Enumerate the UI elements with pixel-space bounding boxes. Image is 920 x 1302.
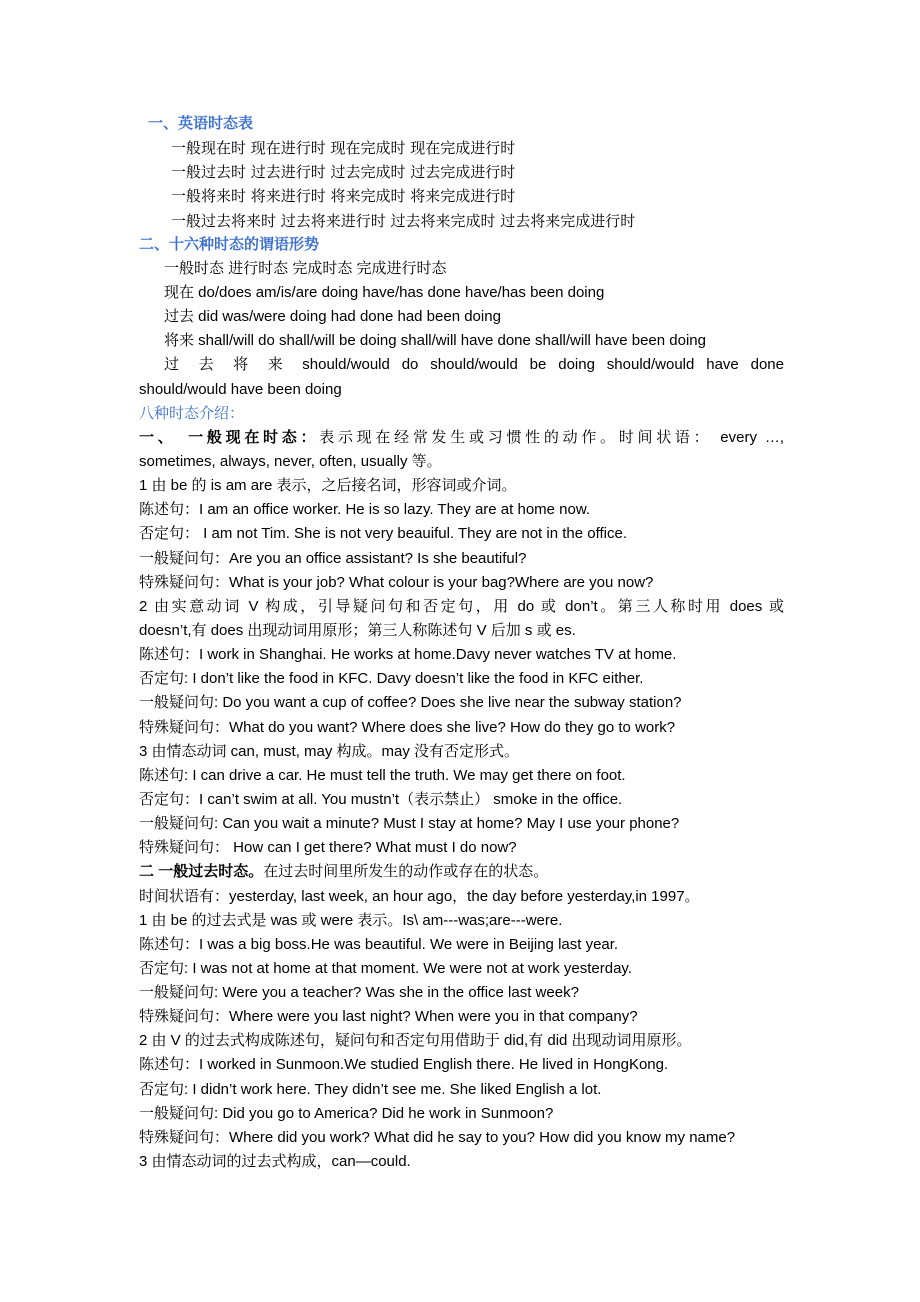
- tense-table-row-2: 一般过去时 过去进行时 过去完成时 过去完成进行时: [171, 163, 516, 182]
- simple-present-heading-cont: sometimes, always, never, often, usually 等。: [139, 452, 442, 470]
- spa-point-1: 1 由 be 的过去式是 was 或 were 表示。Is\ am---was;are---were.: [139, 911, 563, 929]
- sp-p2-negative: 否定句: I don’t like the food in KFC. Davy doesn’t like the food in KFC either.: [139, 670, 644, 688]
- intro-title: 八种时态介绍：: [139, 404, 245, 422]
- sp-p2-statement: 陈述句：I work in Shanghai. He works at home.Davy never watches TV at home.: [139, 646, 677, 664]
- forms-past-future-cont: should/would have been doing: [139, 380, 342, 398]
- spa-point-2: 2 由 V 的过去式构成陈述句，疑问句和否定句用借助于 did,有 did 出现动词用原形。: [139, 1032, 692, 1050]
- sp-p2-general-question: 一般疑问句: Do you want a cup of coffee? Does she live near the subway station?: [139, 694, 682, 712]
- section1-title: 一、英语时态表: [148, 115, 254, 132]
- spa-adverbials: 时间状语有：yesterday, last week, an hour ago，the day before yesterday,in 1997。: [139, 887, 700, 905]
- heading-description: 在过去时间里所发生的动作或存在的状态。: [263, 863, 549, 881]
- sp-p1-negative: 否定句： I am not Tim. She is not very beauiful. They are not in the office.: [139, 525, 628, 543]
- sp-p1-statement: 陈述句：I am an office worker. He is so lazy. They are at home now.: [139, 501, 591, 519]
- forms-past-future: 过 去 将 来 should/would do should/would be doing should/would have done: [164, 356, 784, 374]
- spa-p1-general-question: 一般疑问句: Were you a teacher? Was she in the office last week?: [139, 984, 579, 1002]
- sp-p3-statement: 陈述句: I can drive a car. He must tell the truth. We may get there on foot.: [139, 766, 626, 784]
- heading-description: 表示现在经常发生或习惯性的动作。时间状语： every …,: [319, 428, 784, 446]
- sp-p3-negative: 否定句：I can’t swim at all. You mustn’t（表示禁止） smoke in the office.: [139, 790, 623, 808]
- spa-p1-negative: 否定句: I was not at home at that moment. We were not at work yesterday.: [139, 959, 632, 977]
- simple-present-heading: [139, 426, 784, 450]
- spa-p2-statement: 陈述句：I worked in Sunmoon.We studied English there. He lived in HongKong.: [139, 1056, 669, 1074]
- simple-past-heading: [139, 860, 784, 884]
- spa-p2-negative: 否定句: I didn’t work here. They didn’t see me. She liked English a lot.: [139, 1080, 602, 1098]
- spa-p1-special-question: 特殊疑问句：Where were you last night? When were you in that company?: [139, 1008, 638, 1026]
- spa-p2-special-question: 特殊疑问句：Where did you work? What did he say to you? How did you know my name?: [139, 1128, 736, 1146]
- forms-future: 将来 shall/will do shall/will be doing shall/will have done shall/will have been doing: [164, 332, 706, 350]
- section2-title: 二、十六种时态的谓语形势: [139, 235, 320, 253]
- tense-table-row-3: 一般将来时 将来进行时 将来完成时 将来完成进行时: [171, 187, 516, 206]
- spa-point-3: 3 由情态动词的过去式构成，can—could.: [139, 1153, 411, 1171]
- document-page: [139, 112, 784, 1174]
- sp-p3-special-question: 特殊疑问句： How can I get there? What must I do now?: [139, 839, 517, 857]
- heading-number: 二: [139, 863, 155, 881]
- sp-p1-general-question: 一般疑问句：Are you an office assistant? Is she beautiful?: [139, 549, 527, 567]
- sp-p1-special-question: 特殊疑问句：What is your job? What colour is your bag?Where are you now?: [139, 573, 654, 591]
- tense-table-row-4: 一般过去将来时 过去将来进行时 过去将来完成时 过去将来完成进行时: [171, 211, 636, 230]
- heading-name: 一般现在时态：: [184, 428, 320, 446]
- sp-point-2-cont: doesn’t,有 does 出现动词用原形；第三人称陈述句 V 后加 s 或 es.: [139, 621, 576, 639]
- spa-p1-statement: 陈述句：I was a big boss.He was beautiful. We were in Beijing last year.: [139, 935, 619, 953]
- sp-point-1: 1 由 be 的 is am are 表示，之后接名词，形容词或介词。: [139, 477, 517, 495]
- sp-point-3: 3 由情态动词 can, must, may 构成。may 没有否定形式。: [139, 742, 520, 760]
- sp-p2-special-question: 特殊疑问句：What do you want? Where does she live? How do they go to work?: [139, 718, 676, 736]
- forms-past: 过去 did was/were doing had done had been doing: [164, 308, 501, 326]
- sp-point-2: 2 由实意动词 V 构成，引导疑问句和否定句，用 do 或 don’t。第三人称时用 does 或: [139, 597, 784, 615]
- heading-name: 一般过去时态。: [158, 863, 264, 881]
- tense-table-row-1: 一般现在时 现在进行时 现在完成时 现在完成进行时: [171, 139, 516, 158]
- forms-present: 现在 do/does am/is/are doing have/has done have/has been doing: [164, 283, 605, 301]
- sp-p3-general-question: 一般疑问句: Can you wait a minute? Must I stay at home? May I use your phone?: [139, 815, 680, 833]
- heading-number: 一、: [139, 428, 177, 446]
- spa-p2-general-question: 一般疑问句: Did you go to America? Did he work in Sunmoon?: [139, 1104, 554, 1122]
- forms-header: 一般时态 进行时态 完成时态 完成进行时态: [164, 259, 447, 277]
